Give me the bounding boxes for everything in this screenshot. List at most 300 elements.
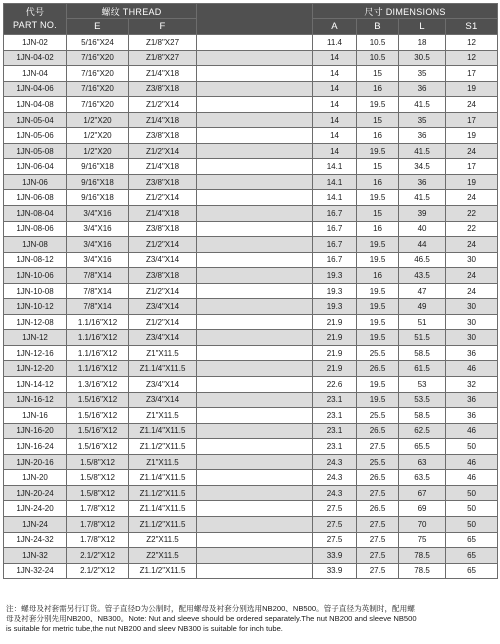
dim-b-cell: 15: [357, 159, 399, 175]
dim-a-cell: 11.4: [313, 35, 357, 51]
part-no-cell: 1JN-20-16: [4, 454, 67, 470]
thread-f-cell: Z1/8"X27: [129, 35, 197, 51]
table-row: [4, 283, 498, 299]
footnote-line-3: is suitable for metric tube,the nut NB200 and sleev NB300 is suitable for inch tube.: [6, 624, 283, 633]
thread-f-cell: Z2"X11.5: [129, 548, 197, 564]
table-row: [4, 206, 498, 222]
part-no-cell: 1JN-24-32: [4, 532, 67, 548]
dim-l-cell: 43.5: [399, 268, 446, 284]
dim-s1-cell: 46: [446, 423, 498, 439]
blank-cell: [197, 314, 313, 330]
dimensions-header: 尺寸 DIMENSIONS: [313, 4, 498, 19]
dim-s1-cell: 32: [446, 377, 498, 393]
dim-a-cell: 16.7: [313, 237, 357, 253]
table-row: [4, 392, 498, 408]
thread-f-cell: Z3/8"X18: [129, 81, 197, 97]
dim-s1-cell: 24: [446, 237, 498, 253]
dim-a-cell: 24.3: [313, 454, 357, 470]
dim-a-cell: 24.3: [313, 470, 357, 486]
blank-cell: [197, 252, 313, 268]
dim-b-cell: 19.5: [357, 143, 399, 159]
dim-b-cell: 19.5: [357, 377, 399, 393]
part-no-cell: 1JN-20: [4, 470, 67, 486]
dim-b-cell: 16: [357, 174, 399, 190]
dim-s1-cell: 12: [446, 35, 498, 51]
dim-b-cell: 19.5: [357, 190, 399, 206]
table-row: [4, 237, 498, 253]
dim-b-cell: 26.5: [357, 501, 399, 517]
thread-e-cell: 1.5/16"X12: [67, 408, 129, 424]
dim-l-cell: 46.5: [399, 252, 446, 268]
part-no-en-label: PART NO.: [13, 20, 57, 30]
thread-e-cell: 3/4"X16: [67, 237, 129, 253]
part-no-cell: 1JN-04-08: [4, 97, 67, 113]
dim-b-cell: 27.5: [357, 516, 399, 532]
dim-s1-cell: 30: [446, 314, 498, 330]
dim-l-cell: 30.5: [399, 50, 446, 66]
blank-cell: [197, 237, 313, 253]
dim-a-cell: 14: [313, 143, 357, 159]
table-row: [4, 423, 498, 439]
blank-cell: [197, 66, 313, 82]
dim-b-cell: 27.5: [357, 485, 399, 501]
thread-f-cell: Z1"X11.5: [129, 345, 197, 361]
dim-a-cell: 33.9: [313, 563, 357, 579]
table-row: [4, 563, 498, 579]
dim-l-cell: 41.5: [399, 190, 446, 206]
thread-e-cell: 1.5/8"X12: [67, 485, 129, 501]
dim-a-cell: 14: [313, 81, 357, 97]
dim-b-cell: 19.5: [357, 299, 399, 315]
part-no-cell: 1JN-04-02: [4, 50, 67, 66]
dim-b-cell: 16: [357, 268, 399, 284]
blank-cell: [197, 206, 313, 222]
dim-l-cell: 65.5: [399, 439, 446, 455]
dim-a-cell: 21.9: [313, 330, 357, 346]
blank-cell: [197, 299, 313, 315]
blank-cell: [197, 143, 313, 159]
dim-a-cell: 21.9: [313, 314, 357, 330]
footnote-line-2: 母及衬套分别先用NB200、NB300。Note: Nut and sleeve should be ordered separately.The nut NB200 and sleeve NB500: [6, 614, 417, 623]
dim-a-cell: 23.1: [313, 408, 357, 424]
dim-l-cell: 39: [399, 206, 446, 222]
table-row: [4, 501, 498, 517]
thread-f-cell: Z1/2"X14: [129, 190, 197, 206]
thread-e-cell: 3/4"X16: [67, 206, 129, 222]
dim-b-cell: 10.5: [357, 50, 399, 66]
dim-b-cell: 27.5: [357, 439, 399, 455]
dim-l-cell: 69: [399, 501, 446, 517]
thread-f-cell: Z1/2"X14: [129, 314, 197, 330]
part-no-cell: 1JN-10-12: [4, 299, 67, 315]
dim-l-cell: 53: [399, 377, 446, 393]
blank-cell: [197, 97, 313, 113]
dim-b-cell: 25.5: [357, 345, 399, 361]
dim-s1-cell: 12: [446, 50, 498, 66]
blank-cell: [197, 112, 313, 128]
thread-e-cell: 1.5/16"X12: [67, 439, 129, 455]
part-no-cell: 1JN-02: [4, 35, 67, 51]
dim-b-cell: 27.5: [357, 532, 399, 548]
dim-s1-cell: 30: [446, 299, 498, 315]
table-row: [4, 221, 498, 237]
dim-l-cell: 51: [399, 314, 446, 330]
dim-l-cell: 53.5: [399, 392, 446, 408]
dim-a-cell: 14: [313, 112, 357, 128]
dim-a-cell: 14.1: [313, 190, 357, 206]
dim-a-cell: 23.1: [313, 392, 357, 408]
dim-a-cell: 24.3: [313, 485, 357, 501]
dim-l-cell: 35: [399, 66, 446, 82]
dim-s1-cell: 19: [446, 174, 498, 190]
blank-cell: [197, 548, 313, 564]
thread-e-cell: 1.1/16"X12: [67, 314, 129, 330]
thread-f-cell: Z1.1/4"X11.5: [129, 361, 197, 377]
dim-b-cell: 25.5: [357, 454, 399, 470]
blank-cell: [197, 470, 313, 486]
blank-cell: [197, 377, 313, 393]
thread-e-cell: 9/16"X18: [67, 174, 129, 190]
thread-f-cell: Z1.1/2"X11.5: [129, 563, 197, 579]
thread-e-cell: 1/2"X20: [67, 112, 129, 128]
dim-l-cell: 34.5: [399, 159, 446, 175]
part-no-cell: 1JN-05-06: [4, 128, 67, 144]
thread-e-cell: 1.3/16"X12: [67, 377, 129, 393]
blank-cell: [197, 283, 313, 299]
dim-l-cell: 63.5: [399, 470, 446, 486]
part-no-cell: 1JN-16: [4, 408, 67, 424]
col-e-header: E: [67, 19, 129, 35]
dim-l-cell: 75: [399, 532, 446, 548]
dim-b-cell: 15: [357, 66, 399, 82]
thread-e-cell: 3/4"X16: [67, 221, 129, 237]
dim-b-cell: 19.5: [357, 330, 399, 346]
blank-cell: [197, 501, 313, 517]
thread-e-cell: 7/16"X20: [67, 81, 129, 97]
dim-l-cell: 62.5: [399, 423, 446, 439]
dim-s1-cell: 65: [446, 548, 498, 564]
dim-b-cell: 25.5: [357, 408, 399, 424]
dim-b-cell: 16: [357, 128, 399, 144]
thread-f-cell: Z1/4"X18: [129, 66, 197, 82]
thread-f-cell: Z3/8"X18: [129, 128, 197, 144]
part-no-cell: 1JN-20-24: [4, 485, 67, 501]
table-row: [4, 314, 498, 330]
blank-cell: [197, 174, 313, 190]
dim-a-cell: 16.7: [313, 221, 357, 237]
table-row: [4, 330, 498, 346]
dim-l-cell: 58.5: [399, 345, 446, 361]
blank-cell: [197, 439, 313, 455]
thread-e-cell: 7/8"X14: [67, 283, 129, 299]
dim-s1-cell: 19: [446, 128, 498, 144]
dim-l-cell: 47: [399, 283, 446, 299]
part-no-cell: 1JN-08-12: [4, 252, 67, 268]
dim-s1-cell: 24: [446, 97, 498, 113]
blank-cell: [197, 128, 313, 144]
dim-b-cell: 19.5: [357, 97, 399, 113]
dim-l-cell: 36: [399, 174, 446, 190]
blank-cell: [197, 485, 313, 501]
thread-f-cell: Z3/8"X18: [129, 174, 197, 190]
thread-e-cell: 1.7/8"X12: [67, 501, 129, 517]
blank-cell: [197, 516, 313, 532]
thread-f-cell: Z1"X11.5: [129, 454, 197, 470]
dim-s1-cell: 17: [446, 112, 498, 128]
dim-s1-cell: 19: [446, 81, 498, 97]
dim-s1-cell: 65: [446, 563, 498, 579]
table-row: [4, 268, 498, 284]
dim-a-cell: 14: [313, 50, 357, 66]
blank-cell: [197, 50, 313, 66]
dim-b-cell: 19.5: [357, 392, 399, 408]
dim-s1-cell: 30: [446, 330, 498, 346]
dim-b-cell: 16: [357, 221, 399, 237]
table-row: [4, 548, 498, 564]
table-row: [4, 516, 498, 532]
table-row: [4, 143, 498, 159]
part-no-cell: 1JN-04: [4, 66, 67, 82]
dim-b-cell: 19.5: [357, 237, 399, 253]
table-row: [4, 532, 498, 548]
thread-f-cell: Z1/8"X27: [129, 50, 197, 66]
table-row: [4, 50, 498, 66]
table-row: [4, 439, 498, 455]
blank-cell: [197, 361, 313, 377]
thread-f-cell: Z3/4"X14: [129, 330, 197, 346]
dim-a-cell: 21.9: [313, 345, 357, 361]
dim-l-cell: 51.5: [399, 330, 446, 346]
dim-a-cell: 23.1: [313, 439, 357, 455]
dim-l-cell: 40: [399, 221, 446, 237]
thread-header: 螺纹 THREAD: [67, 4, 197, 19]
table-row: [4, 454, 498, 470]
dim-l-cell: 63: [399, 454, 446, 470]
thread-e-cell: 7/16"X20: [67, 50, 129, 66]
part-no-cell: 1JN-06: [4, 174, 67, 190]
dim-s1-cell: 65: [446, 532, 498, 548]
dim-b-cell: 19.5: [357, 252, 399, 268]
table-row: [4, 470, 498, 486]
dim-a-cell: 23.1: [313, 423, 357, 439]
dim-s1-cell: 50: [446, 516, 498, 532]
col-s1-header: S1: [446, 19, 498, 35]
dim-a-cell: 14.1: [313, 159, 357, 175]
part-no-cell: 1JN-08: [4, 237, 67, 253]
dim-s1-cell: 24: [446, 143, 498, 159]
table-row: [4, 97, 498, 113]
dim-l-cell: 18: [399, 35, 446, 51]
dim-b-cell: 27.5: [357, 563, 399, 579]
dim-s1-cell: 24: [446, 283, 498, 299]
blank-cell: [197, 408, 313, 424]
table-row: [4, 66, 498, 82]
dim-a-cell: 16.7: [313, 252, 357, 268]
thread-f-cell: Z1.1/2"X11.5: [129, 439, 197, 455]
thread-e-cell: 7/16"X20: [67, 97, 129, 113]
dim-s1-cell: 50: [446, 439, 498, 455]
thread-f-cell: Z1/4"X18: [129, 112, 197, 128]
thread-e-cell: 2.1/2"X12: [67, 563, 129, 579]
part-no-cell: 1JN-06-04: [4, 159, 67, 175]
dim-l-cell: 67: [399, 485, 446, 501]
table-row: [4, 361, 498, 377]
part-no-cell: 1JN-06-08: [4, 190, 67, 206]
thread-f-cell: Z3/4"X14: [129, 299, 197, 315]
table-row: [4, 81, 498, 97]
blank-cell: [197, 190, 313, 206]
col-b-header: B: [357, 19, 399, 35]
part-no-cell: 1JN-24: [4, 516, 67, 532]
thread-f-cell: Z1/4"X18: [129, 159, 197, 175]
part-no-cell: 1JN-12: [4, 330, 67, 346]
dim-l-cell: 36: [399, 81, 446, 97]
blank-header: [197, 4, 313, 35]
dim-s1-cell: 36: [446, 392, 498, 408]
thread-e-cell: 1.1/16"X12: [67, 345, 129, 361]
thread-f-cell: Z1/2"X14: [129, 237, 197, 253]
thread-e-cell: 9/16"X18: [67, 159, 129, 175]
thread-e-cell: 1.7/8"X12: [67, 532, 129, 548]
table-row: [4, 485, 498, 501]
part-no-cell: 1JN-12-20: [4, 361, 67, 377]
blank-cell: [197, 392, 313, 408]
table-row: [4, 252, 498, 268]
dim-a-cell: 33.9: [313, 548, 357, 564]
dim-l-cell: 36: [399, 128, 446, 144]
table-row: [4, 299, 498, 315]
blank-cell: [197, 532, 313, 548]
thread-e-cell: 7/8"X14: [67, 299, 129, 315]
table-row: [4, 159, 498, 175]
part-no-cell: 1JN-16-20: [4, 423, 67, 439]
dim-l-cell: 41.5: [399, 143, 446, 159]
thread-f-cell: Z1.1/4"X11.5: [129, 423, 197, 439]
thread-e-cell: 1.5/16"X12: [67, 392, 129, 408]
dim-a-cell: 14.1: [313, 174, 357, 190]
part-no-cell: 1JN-16-24: [4, 439, 67, 455]
footnote-line-1: 注：螺母及衬套需另行订货。管子直径D为公制时，配用螺母及衬套分别选用NB200、NB500。管子直径为英制时，配用螺: [6, 604, 415, 613]
part-no-cell: 1JN-05-08: [4, 143, 67, 159]
dim-l-cell: 78.5: [399, 548, 446, 564]
blank-cell: [197, 35, 313, 51]
col-l-header: L: [399, 19, 446, 35]
table-body: [4, 35, 498, 579]
table-row: [4, 408, 498, 424]
footnote: [6, 604, 496, 634]
thread-f-cell: Z3/8"X18: [129, 268, 197, 284]
thread-f-cell: Z1.1/2"X11.5: [129, 485, 197, 501]
dim-b-cell: 15: [357, 206, 399, 222]
blank-cell: [197, 563, 313, 579]
dim-l-cell: 35: [399, 112, 446, 128]
dim-s1-cell: 46: [446, 470, 498, 486]
blank-cell: [197, 330, 313, 346]
table-row: [4, 35, 498, 51]
thread-e-cell: 1.5/8"X12: [67, 470, 129, 486]
dim-a-cell: 19.3: [313, 299, 357, 315]
col-a-header: A: [313, 19, 357, 35]
dim-s1-cell: 36: [446, 345, 498, 361]
part-no-cell: 1JN-12-16: [4, 345, 67, 361]
part-no-cell: 1JN-12-08: [4, 314, 67, 330]
part-no-cell: 1JN-04-06: [4, 81, 67, 97]
dim-s1-cell: 46: [446, 454, 498, 470]
thread-f-cell: Z2"X11.5: [129, 532, 197, 548]
part-no-cell: 1JN-10-08: [4, 283, 67, 299]
part-no-cell: 1JN-08-04: [4, 206, 67, 222]
blank-cell: [197, 81, 313, 97]
dim-l-cell: 44: [399, 237, 446, 253]
dim-s1-cell: 22: [446, 221, 498, 237]
dim-l-cell: 49: [399, 299, 446, 315]
thread-e-cell: 1.1/16"X12: [67, 330, 129, 346]
thread-f-cell: Z3/4"X14: [129, 252, 197, 268]
part-no-cell: 1JN-16-12: [4, 392, 67, 408]
thread-f-cell: Z3/4"X14: [129, 392, 197, 408]
dim-b-cell: 19.5: [357, 314, 399, 330]
dim-a-cell: 19.3: [313, 268, 357, 284]
dim-s1-cell: 50: [446, 485, 498, 501]
thread-f-cell: Z1/2"X14: [129, 97, 197, 113]
part-no-cell: 1JN-14-12: [4, 377, 67, 393]
dim-s1-cell: 30: [446, 252, 498, 268]
part-no-cell: 1JN-08-06: [4, 221, 67, 237]
table-header: [4, 4, 498, 35]
thread-e-cell: 9/16"X18: [67, 190, 129, 206]
dim-s1-cell: 22: [446, 206, 498, 222]
dim-a-cell: 14: [313, 128, 357, 144]
thread-e-cell: 1/2"X20: [67, 128, 129, 144]
dim-l-cell: 70: [399, 516, 446, 532]
dim-l-cell: 41.5: [399, 97, 446, 113]
part-no-cell: 1JN-32: [4, 548, 67, 564]
table-row: [4, 174, 498, 190]
thread-f-cell: Z3/4"X14: [129, 377, 197, 393]
dim-s1-cell: 24: [446, 268, 498, 284]
table-row: [4, 377, 498, 393]
thread-e-cell: 3/4"X16: [67, 252, 129, 268]
thread-f-cell: Z1.1/4"X11.5: [129, 501, 197, 517]
part-no-cn-label: 代号: [25, 7, 45, 17]
blank-cell: [197, 454, 313, 470]
table-row: [4, 190, 498, 206]
thread-f-cell: Z1.1/4"X11.5: [129, 470, 197, 486]
part-no-cell: 1JN-10-06: [4, 268, 67, 284]
dim-a-cell: 27.5: [313, 532, 357, 548]
part-no-cell: 1JN-32-24: [4, 563, 67, 579]
dim-a-cell: 21.9: [313, 361, 357, 377]
dim-a-cell: 14: [313, 66, 357, 82]
table-row: [4, 112, 498, 128]
thread-e-cell: 2.1/2"X12: [67, 548, 129, 564]
dim-b-cell: 16: [357, 81, 399, 97]
col-f-header: F: [129, 19, 197, 35]
dim-a-cell: 22.6: [313, 377, 357, 393]
blank-cell: [197, 423, 313, 439]
thread-e-cell: 1.7/8"X12: [67, 516, 129, 532]
thread-e-cell: 7/8"X14: [67, 268, 129, 284]
thread-f-cell: Z3/8"X18: [129, 221, 197, 237]
dim-b-cell: 15: [357, 112, 399, 128]
part-no-cell: 1JN-05-04: [4, 112, 67, 128]
dim-s1-cell: 46: [446, 361, 498, 377]
thread-e-cell: 5/16"X24: [67, 35, 129, 51]
blank-cell: [197, 159, 313, 175]
dim-b-cell: 26.5: [357, 470, 399, 486]
thread-f-cell: Z1"X11.5: [129, 408, 197, 424]
dim-a-cell: 27.5: [313, 516, 357, 532]
